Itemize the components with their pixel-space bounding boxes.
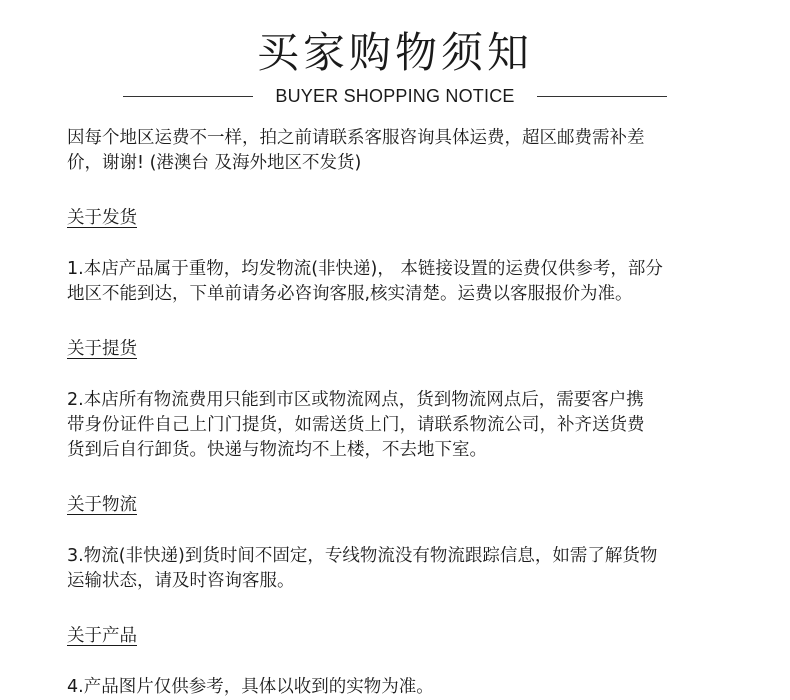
- body-line: 地区不能到达，下单前请务必咨询客服,核实清楚。运费以客服报价为准。: [67, 284, 633, 304]
- page-title: 买家购物须知: [256, 28, 533, 77]
- body-line: 3.物流(非快递)到货时间不固定，专线物流没有物流跟踪信息，如需了解货物: [67, 546, 658, 566]
- section-heading-logistics: 关于物流: [67, 495, 137, 515]
- intro-line: 因每个地区运费不一样，拍之前请联系客服咨询具体运费，超区邮费需补差: [67, 128, 645, 148]
- body-line: 1.本店产品属于重物，均发物流(非快递)， 本链接设置的运费仅供参考，部分: [67, 259, 663, 279]
- body-line: 带身份证件自己上门门提货，如需送货上门，请联系物流公司，补齐送货费: [67, 415, 645, 435]
- section-heading-shipping: 关于发货: [67, 208, 137, 228]
- section-body-shipping: [67, 257, 747, 307]
- body-line: 2.本店所有物流费用只能到市区或物流网点，货到物流网点后，需要客户携: [67, 390, 644, 410]
- right-divider: [537, 96, 667, 97]
- section-body-product: [67, 675, 747, 700]
- section-body-logistics: [67, 544, 747, 594]
- section-heading-pickup: 关于提货: [67, 339, 137, 359]
- intro-paragraph: [67, 126, 747, 176]
- body-line: 货到后自行卸货。快递与物流均不上楼，不去地下室。: [67, 440, 487, 460]
- subtitle-row: [0, 84, 790, 108]
- notice-content: [67, 126, 747, 700]
- intro-line: 价，谢谢! (港澳台 及海外地区不发货): [67, 153, 362, 173]
- left-divider: [123, 96, 253, 97]
- section-heading-product: 关于产品: [67, 626, 137, 646]
- page-subtitle: BUYER SHOPPING NOTICE: [275, 85, 515, 106]
- section-body-pickup: [67, 388, 747, 463]
- body-line: 4.产品图片仅供参考，具体以收到的实物为准。: [67, 677, 434, 697]
- body-line: 运输状态，请及时咨询客服。: [67, 571, 295, 591]
